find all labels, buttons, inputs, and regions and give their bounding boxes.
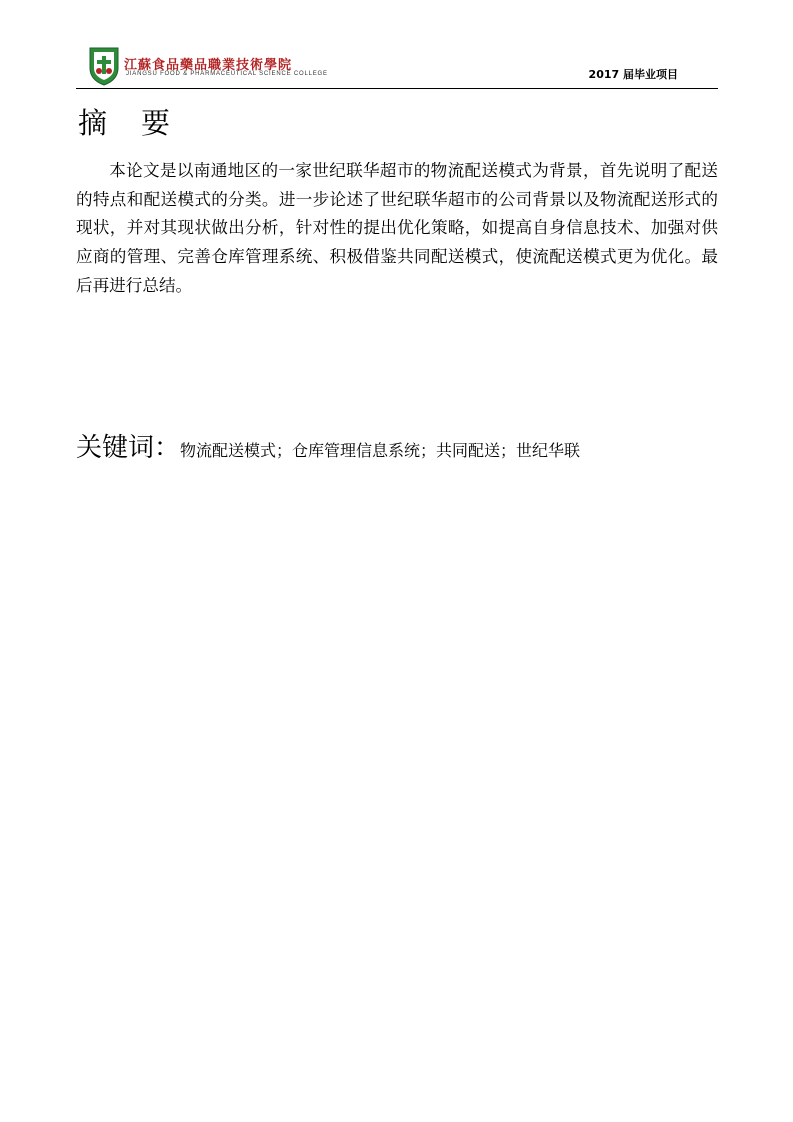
page-header [76,40,718,90]
college-name-cn: 江蘇食品藥品職業技術學院 [124,58,293,73]
college-logo-icon [88,44,120,86]
header-divider [76,88,718,89]
abstract-body: 本论文是以南通地区的一家世纪联华超市的物流配送模式为背景，首先说明了配送的特点和配送模式的分类。进一步论述了世纪联华超市的公司背景以及物流配送形式的现状，并对其现状做出分析，针对性的提出优化策略，如提高自身信息技术、加强对供应商的管理、完善仓库管理系统、积极借鉴共同配送模式，使流配送模式更为优化。最后再进行总结。 [76,161,718,295]
keywords-label: 关键词： [76,433,181,463]
abstract-title: 摘要 [78,106,205,140]
keywords-text: 物流配送模式；仓库管理信息系统；共同配送；世纪华联 [180,441,581,460]
project-label: 2017 届毕业项目 [588,68,678,81]
college-name-en: JIANGSU FOOD & PHARMACEUTICAL SCIENCE COLLEGE [126,71,328,77]
keywords-line [76,427,580,464]
